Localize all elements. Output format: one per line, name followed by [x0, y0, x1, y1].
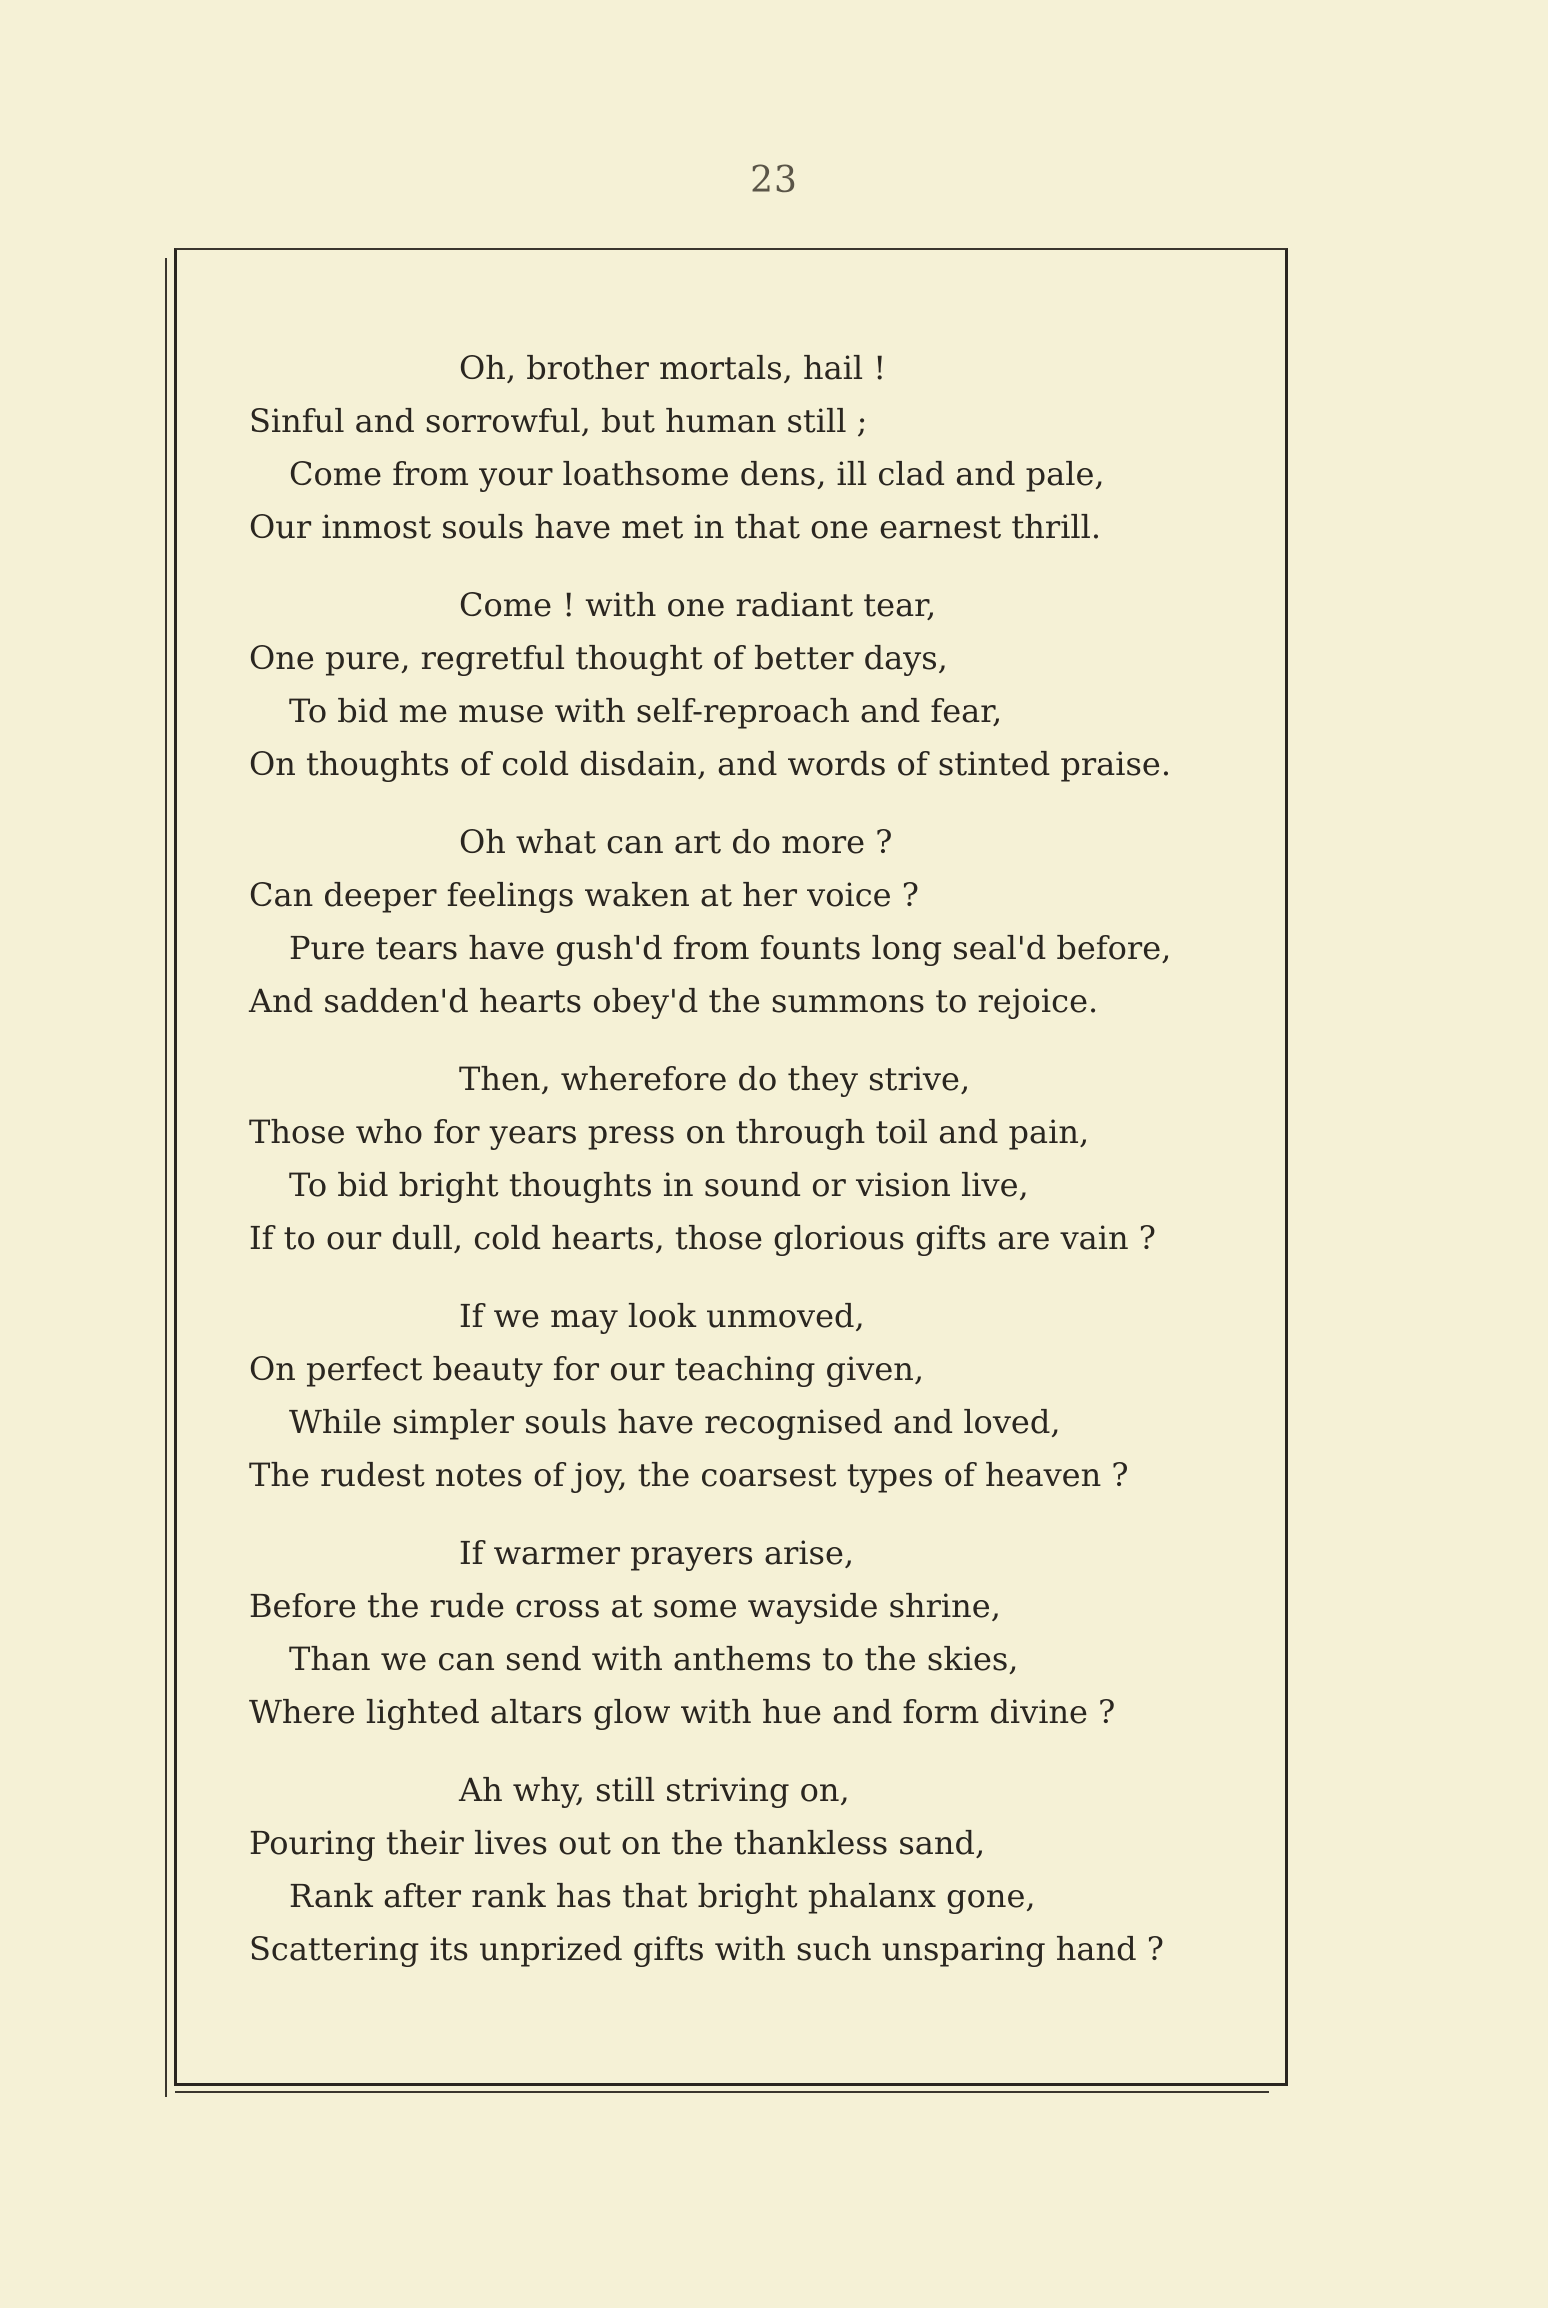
stanza-4 — [249, 1053, 1249, 1265]
stanza-1 — [249, 342, 1249, 554]
poem-line: Our inmost souls have met in that one earnest thrill. — [249, 508, 1102, 546]
poem-line: Ah why, still striving on, — [459, 1771, 850, 1809]
poem-line: While simpler souls have recognised and loved, — [289, 1403, 1061, 1441]
poem-line: Pure tears have gush'd from founts long seal'd before, — [289, 929, 1172, 967]
poem-line: If warmer prayers arise, — [459, 1534, 855, 1572]
poem-line: Where lighted altars glow with hue and form divine ? — [249, 1693, 1116, 1731]
poem-line: Before the rude cross at some wayside shrine, — [249, 1587, 1001, 1625]
poem-line: Scattering its unprized gifts with such unsparing hand ? — [249, 1930, 1164, 1968]
stanza-7 — [249, 1764, 1249, 1976]
poem-line: Than we can send with anthems to the skies, — [289, 1640, 1019, 1678]
poem-line: Oh what can art do more ? — [459, 823, 893, 861]
poem-line: Sinful and sorrowful, but human still ; — [249, 402, 868, 440]
poem-line: Come ! with one radiant tear, — [459, 586, 937, 624]
poem-line: On perfect beauty for our teaching given, — [249, 1350, 925, 1388]
poem-line: Then, wherefore do they strive, — [459, 1060, 971, 1098]
poem-line: On thoughts of cold disdain, and words of stinted praise. — [249, 745, 1172, 783]
poem-line: Those who for years press on through toil and pain, — [249, 1113, 1090, 1151]
stanza-6 — [249, 1527, 1249, 1739]
poem-line: Come from your loathsome dens, ill clad and pale, — [289, 455, 1105, 493]
page-number: 23 — [750, 160, 798, 201]
poem-line: If to our dull, cold hearts, those glorious gifts are vain ? — [249, 1219, 1156, 1257]
page-frame — [174, 248, 1288, 2086]
poem-line: The rudest notes of joy, the coarsest types of heaven ? — [249, 1456, 1129, 1494]
stanza-3 — [249, 816, 1249, 1028]
poem-line: And sadden'd hearts obey'd the summons to rejoice. — [249, 982, 1099, 1020]
poem-line: One pure, regretful thought of better days, — [249, 639, 948, 677]
poem-line: Can deeper feelings waken at her voice ? — [249, 876, 919, 914]
poem-line: To bid me muse with self-reproach and fear, — [289, 692, 1003, 730]
poem-line: Rank after rank has that bright phalanx gone, — [289, 1877, 1036, 1915]
stanza-5 — [249, 1290, 1249, 1502]
poem-line: If we may look unmoved, — [459, 1297, 865, 1335]
stanza-2 — [249, 579, 1249, 791]
poem-line: Oh, brother mortals, hail ! — [459, 349, 887, 387]
poem — [249, 342, 1249, 2001]
poem-line: Pouring their lives out on the thankless sand, — [249, 1824, 986, 1862]
poem-line: To bid bright thoughts in sound or vision live, — [289, 1166, 1029, 1204]
